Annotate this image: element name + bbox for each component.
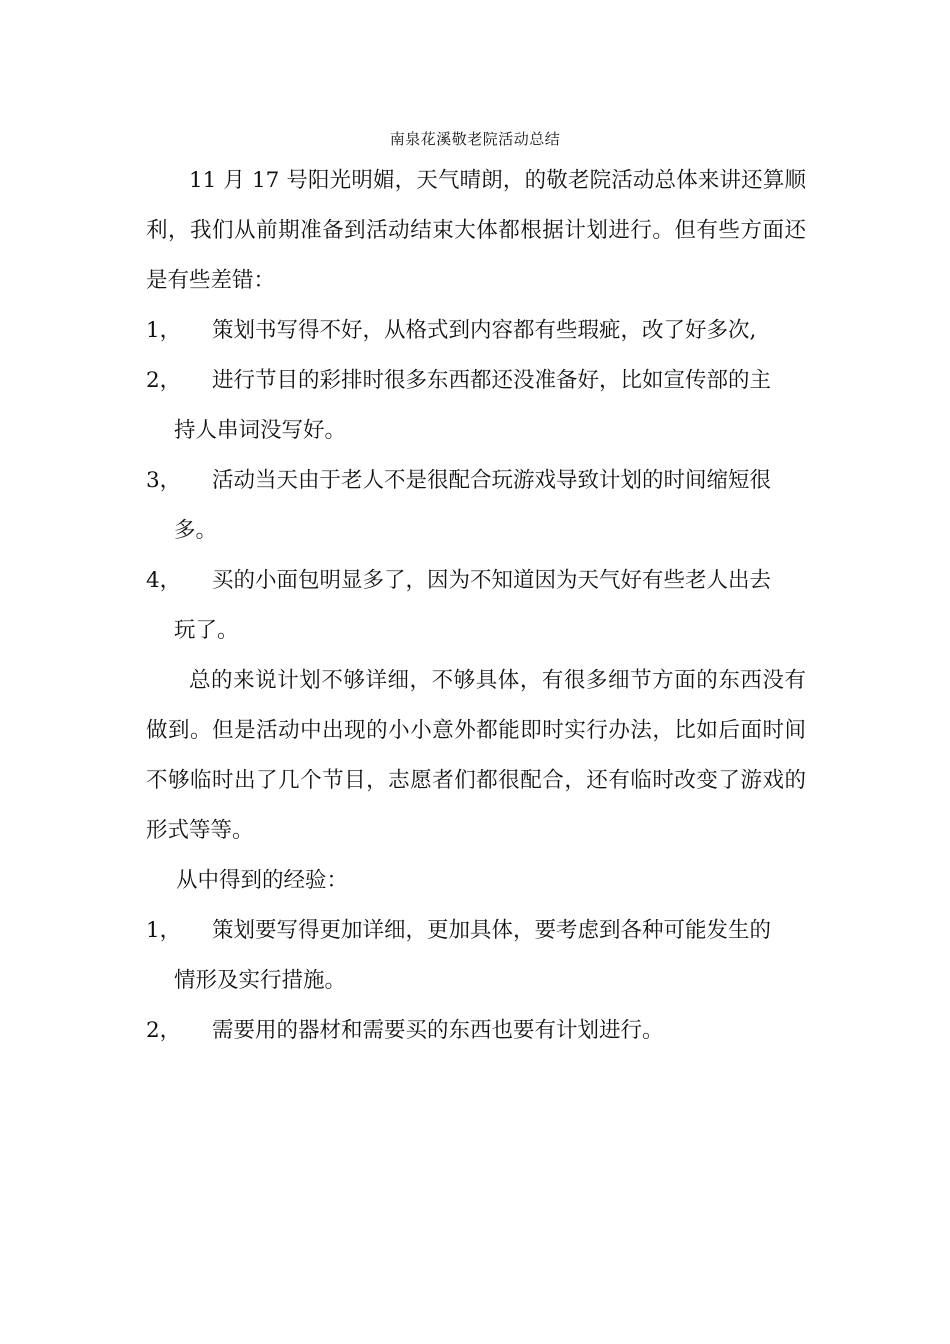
item-text: 活动当天由于老人不是很配合玩游戏导致计划的时间缩短很	[212, 468, 772, 493]
item-text-continued: 多。	[174, 518, 218, 543]
item-number: 2，	[146, 1018, 182, 1043]
lesson-item	[146, 906, 806, 1006]
item-number: 3，	[146, 468, 182, 493]
item-text-continued: 情形及实行措施。	[174, 968, 347, 993]
problem-item	[146, 356, 806, 456]
item-number: 2，	[146, 368, 182, 393]
lesson-item	[146, 1006, 806, 1056]
intro-paragraph: 11 月 17 号阳光明媚，天气晴朗，的敬老院活动总体来讲还算顺利，我们从前期准备到活动结束大体都根据计划进行。但有些方面还是有些差错：	[146, 168, 806, 293]
summary-paragraph: 总的来说计划不够详细，不够具体，有很多细节方面的东西没有做到。但是活动中出现的小小意外都能即时实行办法，比如后面时间不够临时出了几个节目，志愿者们都很配合，还有临时改变了游戏的形式等等。	[146, 668, 806, 843]
item-text: 策划要写得更加详细，更加具体，要考虑到各种可能发生的	[212, 918, 772, 943]
item-text-continued: 玩了。	[174, 618, 239, 643]
document-body	[146, 156, 806, 1056]
problem-item	[146, 456, 806, 556]
item-text: 进行节目的彩排时很多东西都还没准备好，比如宣传部的主	[212, 368, 772, 393]
item-number: 4，	[146, 568, 182, 593]
item-number: 1，	[146, 918, 182, 943]
item-text: 买的小面包明显多了，因为不知道因为天气好有些老人出去	[212, 568, 772, 593]
item-text: 策划书写得不好，从格式到内容都有些瑕疵，改了好多次,	[212, 318, 757, 343]
item-text-continued: 持人串词没写好。	[174, 418, 347, 443]
item-number: 1，	[146, 318, 182, 343]
lessons-heading: 从中得到的经验：	[176, 868, 349, 893]
item-text: 需要用的器材和需要买的东西也要有计划进行。	[212, 1018, 664, 1043]
problem-item	[146, 556, 806, 656]
document-title: 南泉花溪敬老院活动总结	[389, 130, 561, 148]
problem-item	[146, 306, 806, 356]
